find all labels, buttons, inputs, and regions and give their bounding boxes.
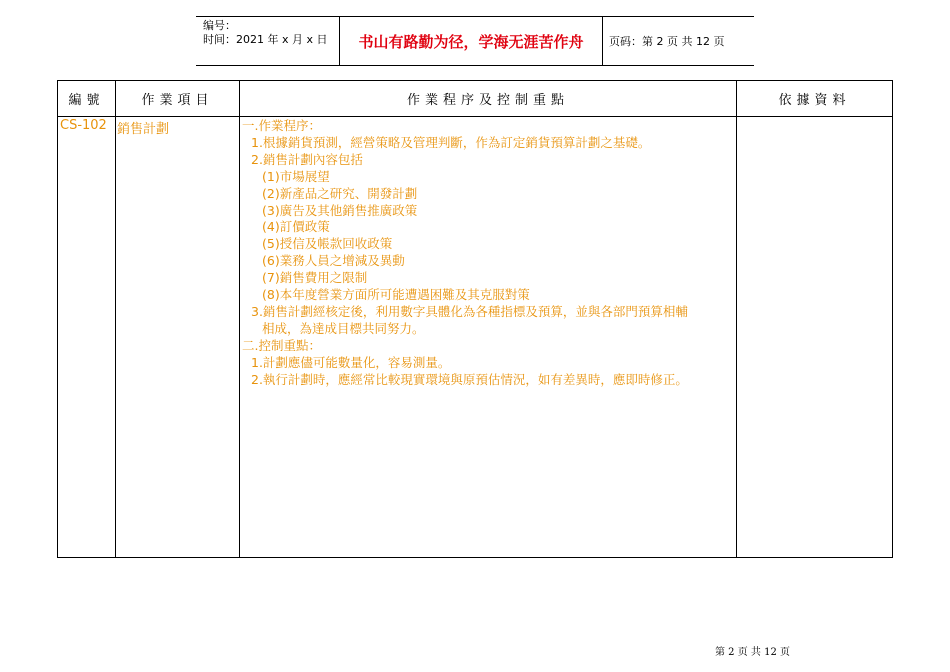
document-header — [196, 16, 754, 66]
column-divider — [115, 81, 116, 557]
procedure-line: 一.作業程序： — [242, 118, 321, 133]
column-divider — [736, 81, 737, 557]
column-header-code: 編號 — [68, 93, 105, 108]
motto-text: 书山有路勤为径，学海无涯苦作舟 — [358, 32, 584, 51]
page-footer: 第 2 页 共 12 页 — [715, 647, 790, 658]
procedure-line: 2.銷售計劃內容包括 — [251, 151, 363, 167]
column-header-procedure: 作業程序及控制重點 — [406, 93, 569, 108]
row-item: 銷售計劃 — [117, 122, 170, 137]
page-code-text: 页码：第 2 页 共 12 页 — [609, 35, 725, 48]
procedure-line: 1.計劃應儘可能數量化，容易測量。 — [251, 354, 451, 370]
procedure-line: (8)本年度營業方面所可能遭遇困難及其克服對策 — [262, 287, 530, 303]
column-divider — [239, 81, 240, 557]
row-code: CS-102 — [60, 118, 107, 133]
procedure-line: (7)銷售費用之限制 — [262, 270, 368, 286]
procedure-line: (5)授信及帳款回收政策 — [262, 236, 393, 252]
procedure-line: (6)業務人員之增減及異動 — [262, 253, 405, 269]
motto-cell — [340, 17, 603, 65]
header-row-divider — [58, 116, 892, 117]
column-header-reference: 依據資料 — [778, 93, 851, 108]
column-header-item: 作業項目 — [141, 93, 214, 108]
procedure-table — [57, 80, 893, 558]
procedure-line: (2)新產品之研究、開發計劃 — [262, 185, 418, 201]
time-label: 时间：2021 年 x 月 x 日 — [203, 33, 328, 46]
number-label: 编号： — [203, 19, 236, 32]
procedure-line: 1.根據銷貨預測，經營策略及管理判斷，作為訂定銷貨預算計劃之基礎。 — [251, 134, 651, 150]
header-meta-cell — [196, 17, 340, 65]
procedure-line: 相成，為達成目標共同努力。 — [262, 320, 425, 336]
procedure-line: 2.執行計劃時，應經常比較現實環境與原預估情況，如有差異時，應即時修正。 — [251, 371, 688, 387]
page-code-cell — [603, 17, 754, 65]
procedure-line: (4)訂價政策 — [262, 219, 330, 235]
procedure-line: 二.控制重點： — [242, 337, 321, 353]
procedure-line: (1)市場展望 — [262, 168, 330, 184]
procedure-line: (3)廣告及其他銷售推廣政策 — [262, 202, 418, 218]
procedure-text — [242, 118, 732, 389]
procedure-line: 3.銷售計劃經核定後，利用數字具體化為各種指標及預算，並與各部門預算相輔 — [251, 303, 688, 319]
